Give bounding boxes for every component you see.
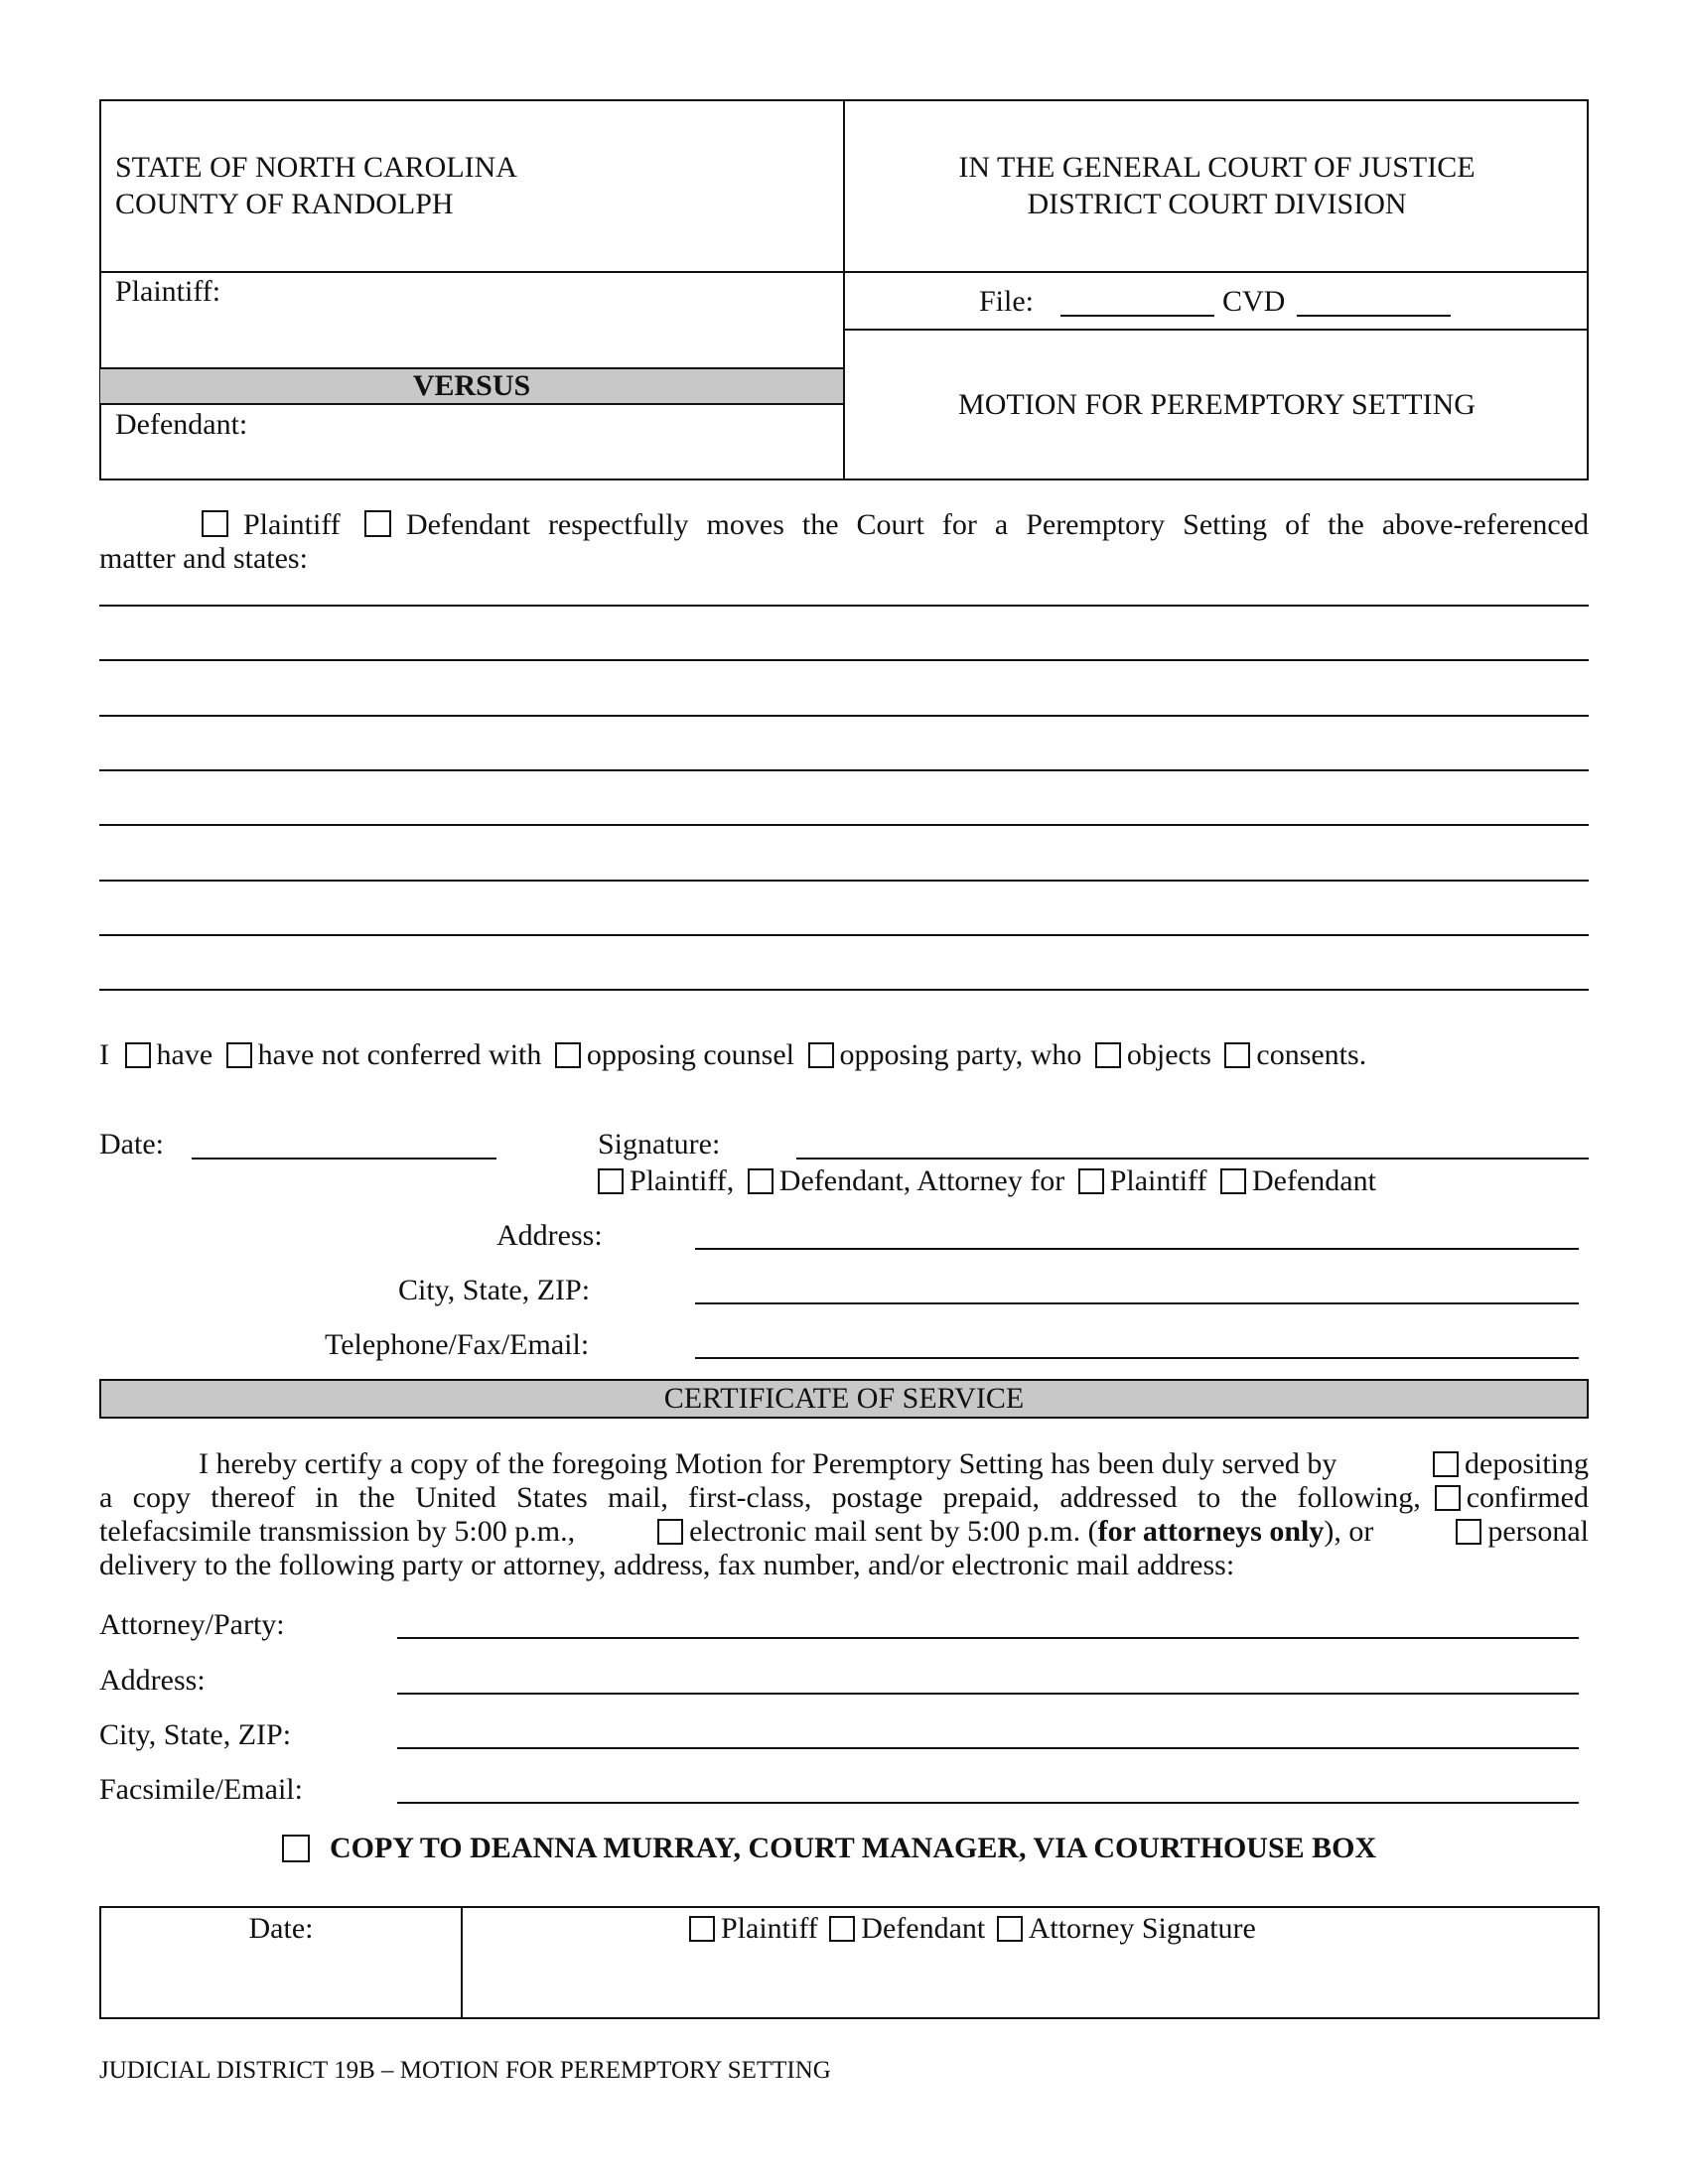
signer-defendant-checkbox[interactable] xyxy=(748,1168,774,1194)
page-footer: JUDICIAL DISTRICT 19B – MOTION FOR PEREMPTORY SETTING xyxy=(99,2057,831,2084)
have-not-label: have not conferred with xyxy=(257,1038,542,1071)
court-label: IN THE GENERAL COURT OF JUSTICE xyxy=(958,151,1476,184)
statement-line-5[interactable] xyxy=(99,824,1589,826)
statement-line-2[interactable] xyxy=(99,659,1589,661)
have-checkbox[interactable] xyxy=(125,1042,151,1068)
bottom-attorney-checkbox[interactable] xyxy=(997,1916,1023,1942)
date-field[interactable] xyxy=(192,1158,496,1160)
bottom-box-divider xyxy=(461,1906,463,2019)
copy-to-manager-label: COPY TO DEANNA MURRAY, COURT MANAGER, VIA COURTHOUSE BOX xyxy=(330,1832,1377,1864)
statement-line-6[interactable] xyxy=(99,880,1589,882)
signer-role-options xyxy=(598,1164,1376,1198)
cert-line-3 xyxy=(99,1515,1589,1549)
depositing-checkbox[interactable] xyxy=(1433,1451,1459,1477)
cert-line-2 xyxy=(99,1481,1589,1515)
opposing-counsel-label: opposing counsel xyxy=(586,1038,795,1071)
cert-fax-field[interactable] xyxy=(397,1802,1579,1804)
motion-title: MOTION FOR PEREMPTORY SETTING xyxy=(958,388,1476,421)
opposing-party-checkbox[interactable] xyxy=(808,1042,834,1068)
cert-line-1-text: I hereby certify a copy of the foregoing Motion for Peremptory Setting has been duly served by xyxy=(199,1447,1337,1480)
plaintiff-label: Plaintiff: xyxy=(115,275,221,308)
bottom-plaintiff-checkbox[interactable] xyxy=(689,1916,715,1942)
statement-line-3[interactable] xyxy=(99,715,1589,717)
signature-label: Signature: xyxy=(598,1128,721,1160)
bottom-defendant-checkbox[interactable] xyxy=(829,1916,855,1942)
confirmed-label: confirmed xyxy=(1466,1481,1589,1514)
depositing-label: depositing xyxy=(1465,1447,1589,1480)
signer-plaintiff-checkbox[interactable] xyxy=(598,1168,624,1194)
sig-address-field[interactable] xyxy=(695,1248,1579,1250)
attorney-plaintiff-checkbox[interactable] xyxy=(1078,1168,1104,1194)
objects-label: objects xyxy=(1126,1038,1211,1071)
attorney-defendant-label: Defendant xyxy=(1251,1164,1376,1197)
cert-address-label: Address: xyxy=(99,1664,206,1697)
statement-line-8[interactable] xyxy=(99,989,1589,991)
division-label: DISTRICT COURT DIVISION xyxy=(1027,188,1407,220)
copy-to-manager-checkbox[interactable] xyxy=(282,1835,310,1862)
cert-line-4: delivery to the following party or attorney, address, fax number, and/or electronic mail address: xyxy=(99,1549,1235,1581)
bottom-defendant-label: Defendant xyxy=(861,1912,986,1945)
statement-line-7[interactable] xyxy=(99,934,1589,936)
opposing-counsel-checkbox[interactable] xyxy=(555,1042,581,1068)
state-label: STATE OF NORTH CAROLINA xyxy=(115,151,517,184)
intro-continuation: matter and states: xyxy=(99,542,308,575)
caption-row-divider xyxy=(99,271,1589,273)
cvd-label: CVD xyxy=(1222,285,1286,318)
bottom-date-label: Date: xyxy=(248,1912,314,1945)
bottom-plaintiff-label: Plaintiff xyxy=(721,1912,818,1945)
personal-delivery-checkbox[interactable] xyxy=(1456,1519,1481,1545)
personal-label: personal xyxy=(1487,1515,1589,1548)
defendant-label: Defendant: xyxy=(115,408,248,441)
attorney-party-field[interactable] xyxy=(397,1637,1579,1639)
attorney-party-label: Attorney/Party: xyxy=(99,1608,285,1641)
cert-line-2-text: a copy thereof in the United States mail, first-class, postage prepaid, addressed to the following, xyxy=(99,1481,1421,1514)
consents-label: consents. xyxy=(1256,1038,1367,1071)
email-label: electronic mail sent by 5:00 p.m. ( xyxy=(689,1515,1098,1548)
confirmed-fax-checkbox[interactable] xyxy=(1435,1485,1461,1511)
file-number-field[interactable] xyxy=(1060,315,1214,317)
signer-plaintiff-label: Plaintiff, xyxy=(630,1164,735,1197)
cvd-number-field[interactable] xyxy=(1297,315,1451,317)
county-label: COUNTY OF RANDOLPH xyxy=(115,188,454,220)
cert-fax-label: Facsimile/Email: xyxy=(99,1773,303,1806)
email-checkbox[interactable] xyxy=(657,1519,683,1545)
intro-text: Defendant respectfully moves the Court for a Peremptory Setting of the above-referenced xyxy=(406,508,1589,541)
sig-city-label: City, State, ZIP: xyxy=(398,1274,591,1306)
intro-plaintiff-label: Plaintiff xyxy=(243,508,341,541)
statement-line-4[interactable] xyxy=(99,769,1589,771)
cert-address-field[interactable] xyxy=(397,1693,1579,1695)
bottom-role-options xyxy=(689,1912,1256,1946)
cert-city-label: City, State, ZIP: xyxy=(99,1718,292,1751)
conferral-i: I xyxy=(99,1038,109,1071)
conferral-statement xyxy=(99,1038,1366,1072)
statement-line-1[interactable] xyxy=(99,605,1589,607)
opposing-party-label: opposing party, who xyxy=(839,1038,1082,1071)
signer-defendant-label: Defendant, Attorney for xyxy=(778,1164,1065,1197)
bottom-attorney-label: Attorney Signature xyxy=(1028,1912,1256,1945)
sig-city-field[interactable] xyxy=(695,1302,1579,1304)
attorneys-only-label: for attorneys only xyxy=(1097,1515,1325,1548)
certificate-title: CERTIFICATE OF SERVICE xyxy=(99,1379,1589,1419)
movant-defendant-checkbox[interactable] xyxy=(364,510,391,537)
objects-checkbox[interactable] xyxy=(1095,1042,1121,1068)
email-label-end: ), or xyxy=(1324,1515,1374,1548)
cert-line-1 xyxy=(99,1447,1589,1481)
sig-address-label: Address: xyxy=(496,1219,603,1252)
consents-checkbox[interactable] xyxy=(1224,1042,1250,1068)
sig-phone-field[interactable] xyxy=(695,1357,1579,1359)
signature-field[interactable] xyxy=(796,1158,1589,1160)
versus-bar: VERSUS xyxy=(100,367,843,405)
have-not-checkbox[interactable] xyxy=(226,1042,252,1068)
date-label: Date: xyxy=(99,1128,164,1160)
sig-phone-label: Telephone/Fax/Email: xyxy=(325,1328,590,1361)
attorney-plaintiff-label: Plaintiff xyxy=(1109,1164,1207,1197)
cert-city-field[interactable] xyxy=(397,1747,1579,1749)
file-label: File: xyxy=(979,285,1035,318)
attorney-defendant-checkbox[interactable] xyxy=(1220,1168,1246,1194)
cert-line-3-text: telefacsimile transmission by 5:00 p.m., xyxy=(99,1515,576,1548)
file-row-divider xyxy=(843,329,1589,331)
have-label: have xyxy=(156,1038,213,1071)
movant-plaintiff-checkbox[interactable] xyxy=(202,510,228,537)
